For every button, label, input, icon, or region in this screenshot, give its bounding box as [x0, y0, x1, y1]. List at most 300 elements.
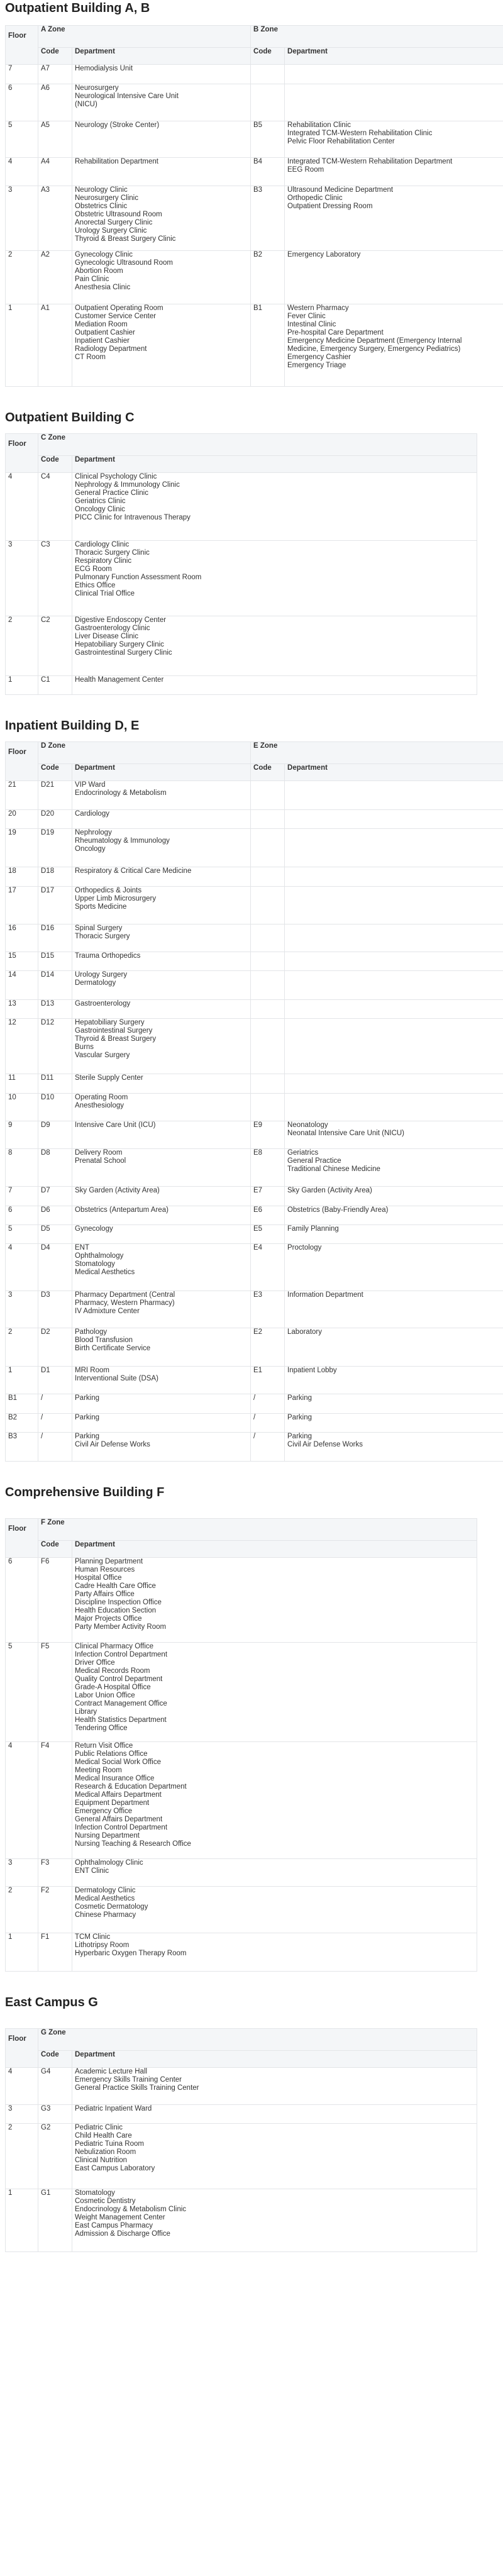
floor-number: B3 [6, 1433, 38, 1462]
zone-header: C Zone [38, 434, 477, 456]
floor-number: 5 [6, 1225, 38, 1244]
department-list [285, 1414, 503, 1433]
department-name: Blood Transfusion [75, 1336, 133, 1344]
floor-row [6, 810, 503, 829]
department-name: Outpatient Operating Room [75, 304, 163, 312]
department-list [285, 1074, 503, 1094]
department-name: IV Admixture Center [75, 1307, 140, 1315]
department-name: Ultrasound Medicine Department [287, 186, 394, 194]
department-name: Information Department [287, 1291, 363, 1299]
department-name: Urology Surgery Clinic [75, 227, 147, 235]
department-name: Thoracic Surgery Clinic [75, 549, 150, 557]
floor-number: 2 [6, 1328, 38, 1367]
zone-code [251, 65, 285, 84]
department-list [72, 1859, 477, 1887]
zone-code: D15 [38, 952, 72, 971]
department-name: Pulmonary Function Assessment Room [75, 574, 202, 581]
department-list [72, 1933, 477, 1972]
zone-code: F6 [38, 1558, 72, 1643]
department-list [72, 1433, 251, 1462]
floor-number: 19 [6, 829, 38, 867]
department-list [72, 924, 251, 952]
department-name: Tendering Office [75, 1724, 128, 1732]
department-name: Planning Department [75, 1558, 143, 1565]
department-name: Oncology [75, 845, 106, 853]
floor-row [6, 924, 503, 952]
department-list [72, 2105, 477, 2124]
zone-code: D17 [38, 887, 72, 924]
department-name: Neurology Clinic [75, 186, 128, 194]
building-title: East Campus G [5, 1996, 98, 2009]
department-list [72, 1742, 477, 1859]
department-list [285, 1394, 503, 1414]
department-list [72, 1094, 251, 1121]
floor-row [6, 1414, 503, 1433]
department-list [285, 810, 503, 829]
zone-code: C1 [38, 676, 72, 695]
department-list [285, 1328, 503, 1367]
zone-code: / [38, 1394, 72, 1414]
zone-code: D20 [38, 810, 72, 829]
department-name: Hyperbaric Oxygen Therapy Room [75, 1950, 187, 1957]
department-name: Cardiology Clinic [75, 541, 130, 548]
department-name: ENT [75, 1244, 89, 1252]
department-name: Intestinal Clinic [287, 321, 336, 328]
department-name: Inpatient Lobby [287, 1367, 337, 1374]
department-list [285, 304, 503, 387]
department-list [285, 1094, 503, 1121]
department-name: Medical Social Work Office [75, 1758, 161, 1766]
department-name: Neurosurgery Clinic [75, 194, 138, 202]
department-name: Nursing Teaching & Research Office [75, 1840, 191, 1848]
zone-header: A Zone [38, 26, 251, 48]
floor-header: Floor [6, 1519, 38, 1558]
floor-row [6, 829, 503, 867]
building-title: Comprehensive Building F [5, 1485, 165, 1499]
department-name: East Campus Laboratory [75, 2165, 155, 2172]
department-name: Operating Room [75, 1094, 128, 1101]
floor-number: 13 [6, 1000, 38, 1019]
department-list [72, 541, 477, 616]
department-name: Driver Office [75, 1659, 115, 1667]
floor-number: 14 [6, 971, 38, 1000]
department-name: Dermatology Clinic [75, 1887, 136, 1894]
department-name: Medical Aesthetics [75, 1269, 135, 1276]
department-name: Pathology [75, 1328, 108, 1336]
department-header: Department [72, 1541, 477, 1558]
department-name: Emergency Cashier [287, 353, 351, 361]
department-list [72, 1414, 251, 1433]
department-list [72, 251, 251, 304]
zone-code: D2 [38, 1328, 72, 1367]
floor-row [6, 2124, 477, 2189]
department-name: Human Resources [75, 1566, 135, 1574]
code-header: Code [38, 48, 72, 65]
department-name: Child Health Care [75, 2132, 132, 2140]
floor-table [5, 25, 503, 387]
floor-row [6, 887, 503, 924]
department-list [72, 829, 251, 867]
zone-code: D13 [38, 1000, 72, 1019]
department-name: Thyroid & Breast Surgery Clinic [75, 235, 176, 243]
department-name: Cosmetic Dermatology [75, 1903, 148, 1911]
floor-header: Floor [6, 434, 38, 473]
floor-number: 4 [6, 473, 38, 541]
floor-number: 1 [6, 676, 38, 695]
department-name: Gastrointestinal Surgery [75, 1027, 153, 1035]
floor-row [6, 1291, 503, 1328]
department-name: Gastroenterology Clinic [75, 625, 150, 632]
department-list [72, 304, 251, 387]
department-name: Hepatobiliary Surgery Clinic [75, 641, 164, 648]
floor-row [6, 1187, 503, 1206]
department-name: Medical Records Room [75, 1667, 150, 1675]
department-list [285, 1225, 503, 1244]
department-list [72, 84, 251, 121]
floor-table [5, 433, 477, 695]
department-name: Customer Service Center [75, 313, 157, 320]
section-comprehensive-building-f [5, 1484, 503, 1972]
floor-row [6, 1394, 503, 1414]
department-list [285, 1019, 503, 1074]
department-name: Clinical Trial Office [75, 590, 135, 597]
zone-code: E4 [251, 1244, 285, 1291]
floor-row [6, 65, 503, 84]
zone-code [251, 1094, 285, 1121]
department-name: Parking [287, 1433, 312, 1440]
department-list [72, 1558, 477, 1643]
department-name: VIP Ward [75, 781, 106, 789]
department-name: Endocrinology & Metabolism Clinic [75, 2206, 187, 2213]
department-name: Orthopedics & Joints [75, 887, 142, 894]
department-name: Neurology (Stroke Center) [75, 121, 160, 129]
department-header: Department [285, 764, 503, 781]
floor-number: 9 [6, 1121, 38, 1149]
department-list [285, 1121, 503, 1149]
zone-code: C3 [38, 541, 72, 616]
department-name: Spinal Surgery [75, 924, 123, 932]
department-list [72, 65, 251, 84]
department-name: Nephrology [75, 829, 112, 836]
department-name: Parking [75, 1433, 99, 1440]
department-name: Pelvic Floor Rehabilitation Center [287, 138, 395, 145]
department-list [72, 887, 251, 924]
department-list [72, 158, 251, 186]
department-name: Ophthalmology [75, 1252, 124, 1260]
floor-number: 10 [6, 1094, 38, 1121]
floor-row [6, 1019, 503, 1074]
zone-header: B Zone [251, 26, 503, 48]
department-list [72, 1187, 251, 1206]
zone-code: F4 [38, 1742, 72, 1859]
department-name: TCM Clinic [75, 1933, 111, 1941]
zone-code: A7 [38, 65, 72, 84]
department-list [285, 971, 503, 1000]
department-list [72, 2068, 477, 2105]
department-name: Medical Insurance Office [75, 1775, 155, 1782]
department-name: Gynecology [75, 1225, 113, 1233]
department-name: Emergency Medicine Department (Emergency Internal [287, 337, 462, 345]
department-list [285, 829, 503, 867]
department-list [285, 158, 503, 186]
department-list [72, 1367, 251, 1394]
department-list [285, 1149, 503, 1187]
building-title: Outpatient Building C [5, 411, 135, 425]
department-name: Inpatient Cashier [75, 337, 130, 345]
department-name: Stomatology [75, 2189, 115, 2197]
department-name: Outpatient Cashier [75, 329, 135, 336]
floor-number: 6 [6, 84, 38, 121]
zone-code: B3 [251, 186, 285, 251]
zone-code: E1 [251, 1367, 285, 1394]
code-header: Code [38, 2051, 72, 2068]
code-header: Code [251, 48, 285, 65]
department-name: Emergency Triage [287, 362, 346, 369]
floor-number: 15 [6, 952, 38, 971]
department-name: Vascular Surgery [75, 1052, 130, 1059]
floor-row [6, 867, 503, 887]
zone-code: B4 [251, 158, 285, 186]
zone-header: G Zone [38, 2029, 477, 2051]
floor-number: 1 [6, 304, 38, 387]
department-name: Civil Air Defense Works [287, 1441, 363, 1448]
department-name: Emergency Skills Training Center [75, 2076, 182, 2084]
department-name: Trauma Orthopedics [75, 952, 141, 960]
department-name: Rehabilitation Department [75, 158, 158, 165]
floor-table [5, 741, 503, 1462]
floor-number: 20 [6, 810, 38, 829]
zone-code: D6 [38, 1206, 72, 1225]
department-name: Quality Control Department [75, 1675, 163, 1683]
department-name: Integrated TCM-Western Rehabilitation Clinic [287, 130, 433, 137]
floor-row [6, 1244, 503, 1291]
zone-header: D Zone [38, 742, 251, 764]
department-list [72, 952, 251, 971]
floor-number: 18 [6, 867, 38, 887]
department-name: Anorectal Surgery Clinic [75, 219, 153, 226]
department-name: Infection Control Department [75, 1651, 168, 1658]
code-header: Code [251, 764, 285, 781]
department-name: Outpatient Dressing Room [287, 203, 373, 210]
department-name: PICC Clinic for Intravenous Therapy [75, 514, 191, 521]
department-name: Integrated TCM-Western Rehabilitation Department [287, 158, 453, 165]
department-list [285, 1000, 503, 1019]
department-name: Sky Garden (Activity Area) [75, 1187, 160, 1194]
department-name: Infection Control Department [75, 1824, 168, 1831]
floor-number: 21 [6, 781, 38, 810]
department-name: Hospital Office [75, 1574, 122, 1582]
floor-row [6, 1074, 503, 1094]
department-list [72, 1121, 251, 1149]
floor-number: 4 [6, 2068, 38, 2105]
department-name: Endocrinology & Metabolism [75, 789, 167, 797]
department-name: Civil Air Defense Works [75, 1441, 150, 1448]
zone-code: C4 [38, 473, 72, 541]
floor-row [6, 1206, 503, 1225]
department-name: Research & Education Department [75, 1783, 187, 1790]
department-name: Parking [287, 1394, 312, 1402]
department-list [285, 1206, 503, 1225]
zone-code: E9 [251, 1121, 285, 1149]
department-name: Sterile Supply Center [75, 1074, 143, 1082]
floor-number: 2 [6, 2124, 38, 2189]
department-name: Obstetrics (Baby-Friendly Area) [287, 1206, 389, 1214]
zone-code: F2 [38, 1887, 72, 1933]
zone-code [251, 971, 285, 1000]
floor-row [6, 952, 503, 971]
department-name: General Practice Clinic [75, 489, 148, 497]
zone-code: F5 [38, 1643, 72, 1742]
department-name: Neonatology [287, 1121, 328, 1129]
department-name: Ethics Office [75, 582, 116, 589]
floor-number: 11 [6, 1074, 38, 1094]
floor-number: B1 [6, 1394, 38, 1414]
department-name: ENT Clinic [75, 1867, 109, 1875]
zone-code: D12 [38, 1019, 72, 1074]
department-name: Rheumatology & Immunology [75, 837, 170, 845]
section-outpatient-building-a-b [5, 0, 503, 387]
department-name: Public Relations Office [75, 1750, 148, 1758]
zone-code [251, 1019, 285, 1074]
department-list [285, 1244, 503, 1291]
department-name: Contract Management Office [75, 1700, 167, 1707]
department-name: Sky Garden (Activity Area) [287, 1187, 372, 1194]
department-name: EEG Room [287, 166, 324, 174]
department-name: Urology Surgery [75, 971, 128, 979]
floor-row [6, 676, 477, 695]
department-name: ECG Room [75, 565, 112, 573]
floor-row [6, 781, 503, 810]
section-east-campus-g [5, 1994, 503, 2252]
department-name: Clinical Psychology Clinic [75, 473, 157, 480]
department-name: Pre-hospital Care Department [287, 329, 384, 336]
zone-code [251, 810, 285, 829]
department-header: Department [72, 48, 251, 65]
zone-code [251, 924, 285, 952]
floor-number: 1 [6, 1367, 38, 1394]
department-name: Traditional Chinese Medicine [287, 1165, 380, 1173]
department-name: CT Room [75, 353, 106, 361]
department-list [72, 2189, 477, 2252]
department-name: Family Planning [287, 1225, 339, 1233]
zone-code: A1 [38, 304, 72, 387]
floor-row [6, 1367, 503, 1394]
department-name: Equipment Department [75, 1799, 150, 1807]
zone-code [251, 781, 285, 810]
zone-code: B1 [251, 304, 285, 387]
floor-row [6, 251, 503, 304]
department-list [285, 65, 503, 84]
zone-code [251, 867, 285, 887]
department-list [72, 1149, 251, 1187]
zone-code: / [251, 1414, 285, 1433]
department-name: Pediatric Inpatient Ward [75, 2105, 152, 2112]
zone-code: C2 [38, 616, 72, 676]
department-name: Party Member Activity Room [75, 1623, 167, 1631]
department-name: Geriatrics [287, 1149, 319, 1157]
floor-table [5, 2028, 477, 2252]
department-name: Upper Limb Microsurgery [75, 895, 157, 902]
department-list [72, 473, 477, 541]
zone-code: D18 [38, 867, 72, 887]
department-list [72, 121, 251, 158]
department-name: Prenatal School [75, 1157, 126, 1165]
department-name: Medicine, Emergency Surgery, Emergency Pediatrics) [287, 345, 461, 353]
zone-code: / [38, 1414, 72, 1433]
zone-code: / [251, 1433, 285, 1462]
department-name: Pharmacy, Western Pharmacy) [75, 1299, 175, 1307]
department-name: Rehabilitation Clinic [287, 121, 351, 129]
department-name: Nursing Department [75, 1832, 140, 1840]
zone-code [251, 84, 285, 121]
department-name: Western Pharmacy [287, 304, 349, 312]
floor-row [6, 2105, 477, 2124]
department-name: Orthopedic Clinic [287, 194, 343, 202]
floor-number: 4 [6, 1244, 38, 1291]
department-name: Mediation Room [75, 321, 128, 328]
department-name: Anesthesia Clinic [75, 284, 131, 291]
department-name: Obstetric Ultrasound Room [75, 211, 162, 218]
department-name: Thyroid & Breast Surgery [75, 1035, 157, 1043]
floor-row [6, 1225, 503, 1244]
zone-code: G2 [38, 2124, 72, 2189]
section-inpatient-building-d-e [5, 718, 503, 1462]
department-list [72, 1225, 251, 1244]
zone-code: E3 [251, 1291, 285, 1328]
department-list [285, 781, 503, 810]
department-name: Discipline Inspection Office [75, 1599, 162, 1606]
department-list [285, 1367, 503, 1394]
department-name: Health Management Center [75, 676, 164, 684]
department-list [72, 2124, 477, 2189]
zone-code [251, 1000, 285, 1019]
department-name: Library [75, 1708, 97, 1716]
zone-code: A4 [38, 158, 72, 186]
floor-row [6, 616, 477, 676]
zone-code: D10 [38, 1094, 72, 1121]
floor-row [6, 541, 477, 616]
department-name: Return Visit Office [75, 1742, 133, 1750]
department-name: Labor Union Office [75, 1692, 135, 1699]
department-name: Clinical Nutrition [75, 2157, 128, 2164]
department-name: Liver Disease Clinic [75, 633, 138, 640]
department-name: Medical Aesthetics [75, 1895, 135, 1902]
floor-number: 5 [6, 121, 38, 158]
department-name: Obstetrics (Antepartum Area) [75, 1206, 169, 1214]
department-name: Chinese Pharmacy [75, 1911, 136, 1919]
code-header: Code [38, 456, 72, 473]
department-name: Lithotripsy Room [75, 1941, 130, 1949]
department-list [72, 971, 251, 1000]
floor-number: 1 [6, 2189, 38, 2252]
floor-number: 8 [6, 1149, 38, 1187]
department-name: Sports Medicine [75, 903, 127, 911]
department-name: General Practice [287, 1157, 341, 1165]
department-list [72, 810, 251, 829]
department-name: Radiology Department [75, 345, 147, 353]
zone-code: G4 [38, 2068, 72, 2105]
department-list [72, 1206, 251, 1225]
department-list [72, 1244, 251, 1291]
zone-code: D5 [38, 1225, 72, 1244]
department-name: Delivery Room [75, 1149, 123, 1157]
department-name: Parking [75, 1414, 99, 1421]
department-list [72, 1394, 251, 1414]
department-list [285, 952, 503, 971]
floor-table [5, 1518, 477, 1972]
zone-code: D3 [38, 1291, 72, 1328]
floor-row [6, 1433, 503, 1462]
